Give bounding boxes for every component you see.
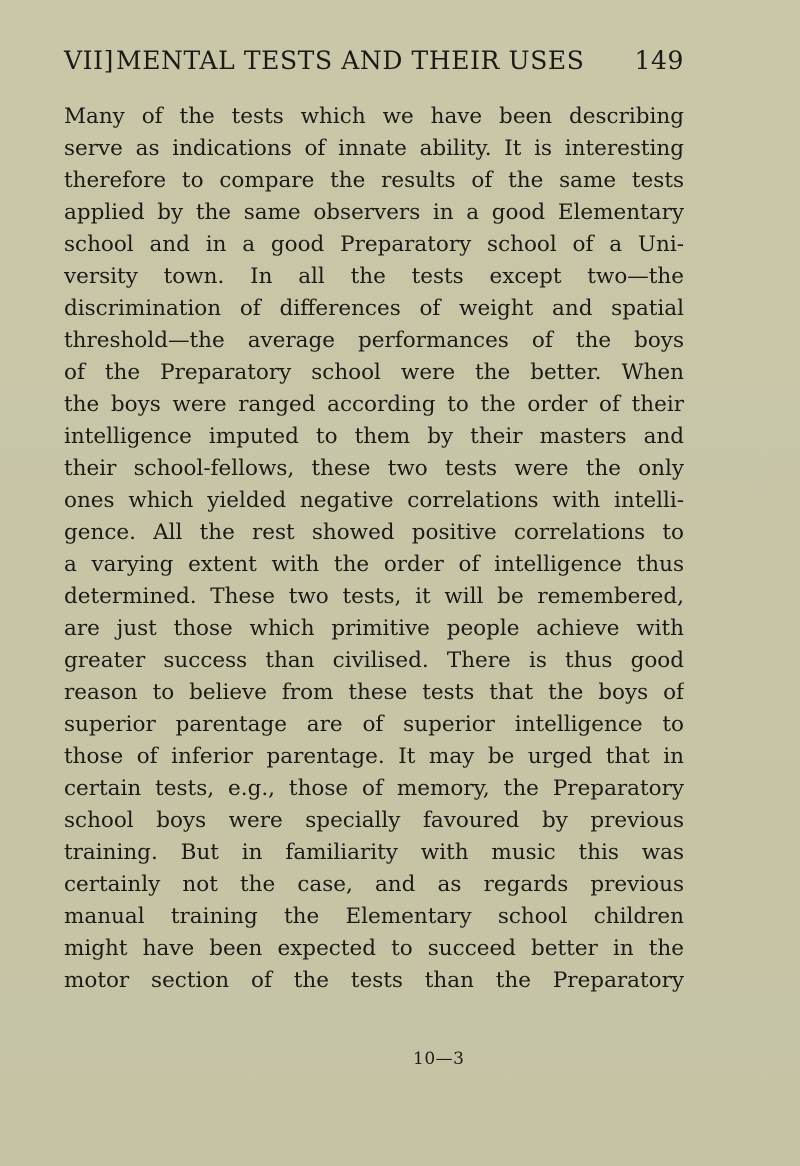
text-line: motor section of the tests than the Preparatory bbox=[64, 968, 684, 993]
running-title: MENTAL TESTS AND THEIR USES bbox=[116, 46, 585, 75]
text-line: of the Preparatory school were the better. When bbox=[64, 360, 684, 385]
text-line: the boys were ranged according to the order of their bbox=[64, 392, 684, 417]
text-line: their school-fellows, these two tests were the only bbox=[64, 456, 684, 481]
text-line: therefore to compare the results of the same tests bbox=[64, 168, 684, 193]
text-line: training. But in familiarity with music this was bbox=[64, 840, 684, 865]
text-line: certainly not the case, and as regards previous bbox=[64, 872, 684, 897]
text-line: threshold—the average performances of the boys bbox=[64, 328, 684, 353]
page-number: 149 bbox=[634, 46, 684, 75]
text-line: Many of the tests which we have been describing bbox=[64, 104, 684, 129]
text-line: intelligence imputed to them by their masters and bbox=[64, 424, 684, 449]
text-line: a varying extent with the order of intelligence thus bbox=[64, 552, 684, 577]
body-paragraph bbox=[64, 101, 684, 997]
text-line: versity town. In all the tests except two—the bbox=[64, 264, 684, 289]
text-line: greater success than civilised. There is thus good bbox=[64, 648, 684, 673]
text-line: school and in a good Preparatory school of a Uni- bbox=[64, 232, 684, 257]
text-line: applied by the same observers in a good Elementary bbox=[64, 200, 684, 225]
text-line: manual training the Elementary school children bbox=[64, 904, 684, 929]
text-line: those of inferior parentage. It may be urged that in bbox=[64, 744, 684, 769]
text-line: discrimination of differences of weight and spatial bbox=[64, 296, 684, 321]
text-line: might have been expected to succeed better in the bbox=[64, 936, 684, 961]
text-line: school boys were specially favoured by previous bbox=[64, 808, 684, 833]
text-line: are just those which primitive people achieve with bbox=[64, 616, 684, 641]
chapter-number: VII] bbox=[64, 46, 114, 75]
text-line: superior parentage are of superior intelligence to bbox=[64, 712, 684, 737]
text-line: ones which yielded negative correlations with intelli- bbox=[64, 488, 684, 513]
text-line: determined. These two tests, it will be remembered, bbox=[64, 584, 684, 609]
running-head bbox=[64, 46, 684, 82]
text-line: gence. All the rest showed positive correlations to bbox=[64, 520, 684, 545]
signature-mark: 10—3 bbox=[413, 1049, 465, 1069]
text-line: certain tests, e.g., those of memory, the Preparatory bbox=[64, 776, 684, 801]
text-line: serve as indications of innate ability. It is interesting bbox=[64, 136, 684, 161]
text-line: reason to believe from these tests that the boys of bbox=[64, 680, 684, 705]
